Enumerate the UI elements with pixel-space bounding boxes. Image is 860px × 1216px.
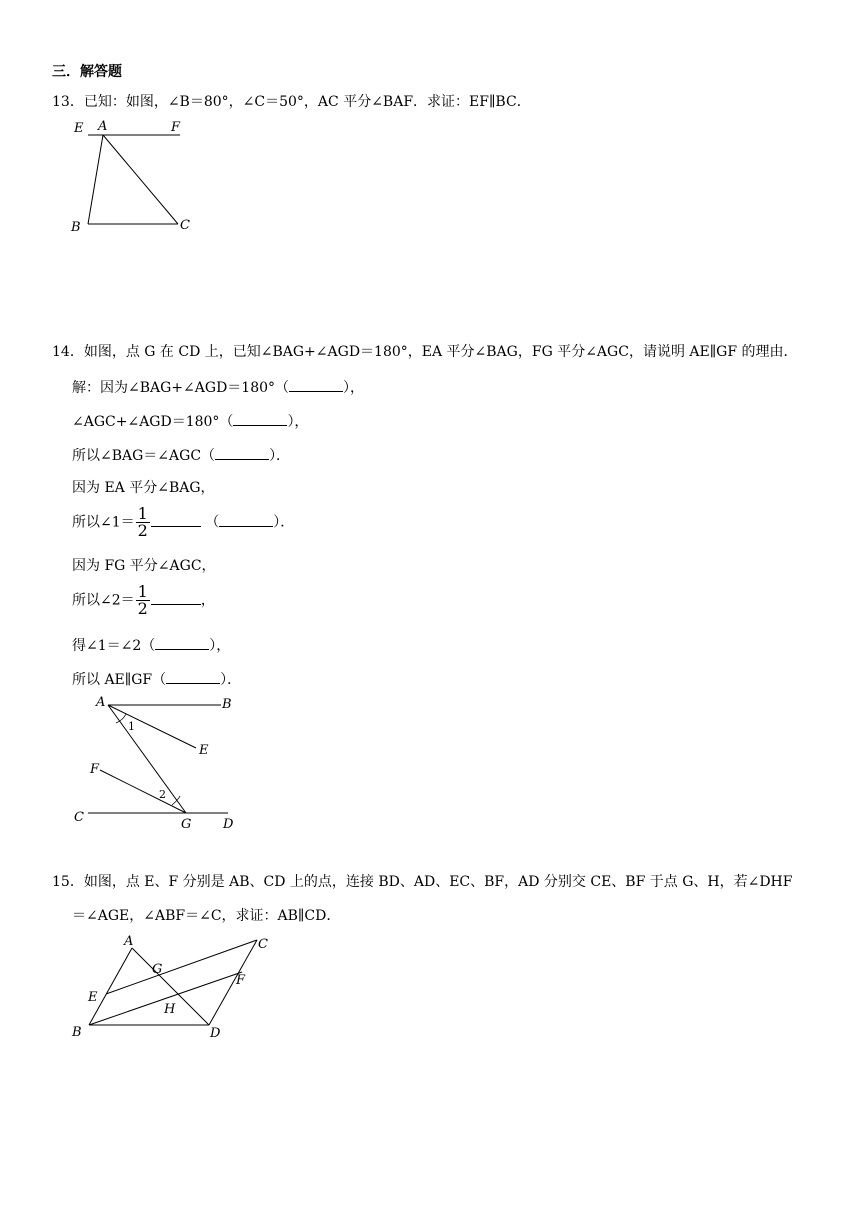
q14-l1-post: ）， xyxy=(343,380,365,396)
q14-l3-post: ）． xyxy=(269,448,291,464)
line-ae xyxy=(108,705,196,748)
q13-figure xyxy=(70,116,200,240)
q15-figure xyxy=(64,930,284,1042)
q14-statement xyxy=(52,343,798,361)
blank-1[interactable] xyxy=(289,377,343,392)
blank-6[interactable] xyxy=(151,590,201,605)
line-ac xyxy=(103,135,178,224)
q14-l8-post: ）， xyxy=(209,638,231,654)
q14-line-5 xyxy=(72,506,294,539)
fraction-half-2: $\frac{1}{2}$ xyxy=(137,582,148,618)
q14-l1-pre: 解：因为∠BAG+∠AGD＝180°（ xyxy=(72,380,290,396)
fraction-half: $\frac{1}{2}$ xyxy=(137,504,148,540)
label-angle-2: 2 xyxy=(159,788,166,801)
q14-l5-mid: （ xyxy=(205,514,220,531)
label-c: C xyxy=(74,810,84,825)
label-c: C xyxy=(258,937,268,952)
q14-l3-pre: 所以∠BAG＝∠AGC（ xyxy=(72,448,216,464)
q13-text: 已知：如图，∠B＝80°，∠C＝50°，AC 平分∠BAF．求证：EF∥BC． xyxy=(83,94,531,110)
line-fg xyxy=(100,770,186,813)
q14-line-2 xyxy=(72,411,308,431)
q15-statement-line-1 xyxy=(52,873,792,891)
label-h: H xyxy=(164,1002,176,1017)
q13-number: 13． xyxy=(52,94,84,110)
label-g: G xyxy=(152,962,163,977)
label-a: A xyxy=(96,695,106,710)
q14-line-7 xyxy=(72,584,215,617)
label-c: C xyxy=(180,218,190,233)
label-b: B xyxy=(72,1025,82,1040)
label-a: A xyxy=(98,119,108,134)
q14-line-8 xyxy=(72,635,230,655)
q15-number: 15． xyxy=(52,874,84,890)
q14-l5-pre: 所以∠1＝ xyxy=(72,514,135,531)
blank-8[interactable] xyxy=(166,669,220,684)
section-title: 三．解答题 xyxy=(52,64,122,80)
blank-7[interactable] xyxy=(155,635,209,650)
q14-line-3 xyxy=(72,445,290,465)
q14-l2-post: ）， xyxy=(287,414,309,430)
label-angle-1: 1 xyxy=(128,720,135,733)
label-f: F xyxy=(90,762,100,777)
line-bf xyxy=(89,972,242,1025)
blank-2[interactable] xyxy=(233,411,287,426)
q15-statement-line-2: ＝∠AGE，∠ABF＝∠C，求证：AB∥CD． xyxy=(72,908,341,924)
q14-l2-pre: ∠AGC+∠AGD＝180°（ xyxy=(72,414,234,430)
q14-l9-post: ）． xyxy=(220,672,242,688)
label-b: B xyxy=(222,697,232,712)
label-d: D xyxy=(210,1026,221,1041)
q14-figure xyxy=(68,692,248,832)
q14-line-6: 因为 FG 平分∠AGC， xyxy=(72,558,216,574)
q14-l7-post: ， xyxy=(200,592,215,609)
q14-l8-pre: 得∠1＝∠2（ xyxy=(72,638,156,654)
q14-l7-pre: 所以∠2＝ xyxy=(72,592,135,609)
label-b: B xyxy=(71,220,81,235)
label-g: G xyxy=(181,817,192,832)
label-f: F xyxy=(236,973,246,988)
q14-text: 如图，点 G 在 CD 上，已知∠BAG+∠AGD＝180°，EA 平分∠BAG，FG 平分∠AGC，请说明 AE∥GF 的理由． xyxy=(83,344,798,360)
q14-line-4: 因为 EA 平分∠BAG， xyxy=(72,480,215,496)
blank-3[interactable] xyxy=(215,445,269,460)
blank-5[interactable] xyxy=(219,512,273,527)
q14-line-9 xyxy=(72,669,241,689)
q15-text-1: 如图，点 E、F 分别是 AB、CD 上的点，连接 BD、AD、EC、BF，AD 分别交 CE、BF 于点 G、H，若∠DHF xyxy=(83,874,793,890)
q14-l9-pre: 所以 AE∥GF（ xyxy=(72,672,167,688)
label-f: F xyxy=(171,120,181,135)
q13-statement xyxy=(52,93,531,111)
label-d: D xyxy=(223,817,234,832)
line-cd xyxy=(209,940,257,1025)
label-e: E xyxy=(88,990,98,1005)
blank-4[interactable] xyxy=(151,512,201,527)
label-e: E xyxy=(74,121,84,136)
q14-line-1 xyxy=(72,377,364,397)
label-e: E xyxy=(199,743,209,758)
q14-number: 14． xyxy=(52,344,84,360)
q14-l5-post: ）． xyxy=(273,514,295,531)
line-ab xyxy=(88,135,103,224)
label-a: A xyxy=(124,934,134,949)
